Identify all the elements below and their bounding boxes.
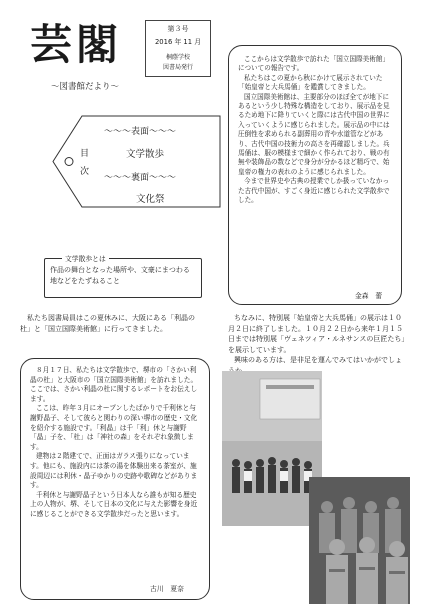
intro-paragraph: 私たち図書局員はこの夏休みに、大阪にある「利晶の杜」と「国立国際美術館」に行ってきました。 [20, 314, 195, 333]
terracotta-photo [309, 477, 410, 604]
definition-title: 文学散歩とは [62, 253, 109, 263]
toc-label-1: 目 [80, 149, 90, 159]
publisher-school: 桐蔭学校 [165, 54, 190, 61]
publisher-dept: 図書局発行 [162, 64, 193, 71]
newsletter-title: 芸閣 [30, 20, 123, 69]
rishonomori-report-author: 古川 夏奈 [150, 585, 184, 593]
exhibition-note-closing: 興味のある方は、是非足を運んでみてはいかがでしょ [234, 356, 402, 364]
definition-body: 作品の舞台となった場所や、文豪にまつわる地などをたずねること [50, 266, 190, 285]
rishonomori-paragraph: 建物は２階建てで、正面はガラス張りになっています。他にも、施設内には茶の湯を体験出来る茶室が、施設周辺には利休・晶子ゆかりの史跡や歌碑などがあります。 [30, 452, 198, 490]
toc-back-heading: 〜〜〜裏面〜〜〜 [104, 173, 177, 183]
terracotta-photo-image [309, 477, 410, 604]
tag-hole [65, 158, 73, 166]
museum-report-paragraph: ここからは文学散歩で訪れた「国立国際美術館」についての報告です。 [238, 55, 390, 73]
museum-report-paragraph: 今まで世界史や古典の授業でしか扱っていなかった古代中国が、すごく身近に感じられた文学散歩でした。 [238, 177, 390, 205]
group-photo [222, 371, 322, 526]
group-photo-image [222, 371, 322, 526]
museum-report-body [238, 55, 392, 206]
museum-report-paragraph: 私たちはこの夏から秋にかけて展示されていた「始皇帝と大兵馬俑」を鑑賞してきました。 [238, 73, 383, 92]
rishonomori-paragraph: 千利休と与謝野晶子という日本人なら誰もが知る歴史上の人物が、堺、そして日本の文化に与えた影響を身近に感じることができる文学散歩だったと思います。 [30, 490, 198, 518]
rishonomori-report-body [30, 366, 200, 520]
toc-front-heading: 〜〜〜表面〜〜〜 [104, 127, 177, 137]
issue-box [145, 20, 211, 77]
exhibition-note-text: ちなみに、特別展「始皇帝と大兵馬俑」の展示は１０月２日に終了しました。１０月２２日から来年１月１５日までは特別展「ヴェネツィア・ルネサンスの巨匠たち」を展示しています。 [228, 314, 405, 354]
toc-front-item: 文学散歩 [126, 149, 165, 160]
museum-report-paragraph: 国立国際美術館は、主要部分のほぼ全てが地下にあるという少し特殊な構造をしており、展示品を見るため地下に降りていくと際には古代中国の世界に入っていくように感じられました。展示品の中には圧倒性を求められる副葬用の青や水道管などがあり、古代中国の技術力の高さを再確認しました。兵馬俑は、服の模様まで細かく作られており、戦の有無や装飾品の数などで身分が分かるほど精巧で、始皇帝の権力の表れのように感じられました。 [238, 92, 390, 176]
toc-back-item: 文化祭 [136, 194, 165, 205]
museum-report-author: 金森 蕾 [355, 292, 383, 300]
rishonomori-paragraph: ８月１７日、私たちは文学散歩で、堺市の「さかい利晶の杜」と大阪市の「国立国際美術館」を訪れました。ここでは、さかい利晶の杜に関するレポートをお伝えします。 [30, 366, 198, 403]
rishonomori-paragraph: ここは、昨年３月にオープンしたばかりで千利休と与謝野晶子、そして彼らと関わりの深い堺市の歴史・文化を紹介する施設です。「利晶」は千「利」休と与謝野「晶」子を、「杜」は「神社の森」をそれぞれ象徴します。 [30, 404, 198, 451]
toc-label-2: 次 [80, 167, 90, 177]
exhibition-note [228, 313, 406, 376]
issue-number: 第３号 [167, 25, 189, 33]
issue-date: 2016 年 11 月 [154, 38, 202, 46]
newsletter-subtitle: 〜図書館だより〜 [50, 82, 119, 92]
